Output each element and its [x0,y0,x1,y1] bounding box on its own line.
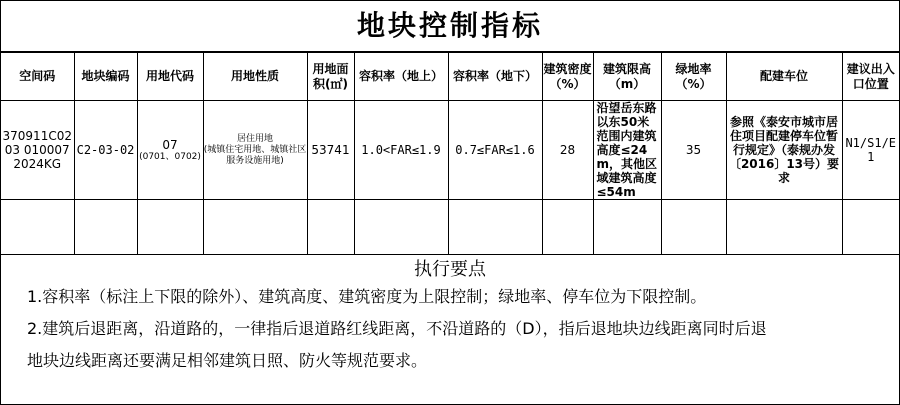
notes-section [1,217,899,404]
land-use-code-sub: (0701、0702) [139,151,201,162]
header-space-code: 空间码 [1,53,74,101]
header-entrance: 建议出入口位置 [842,53,899,101]
header-parcel-code: 地块编码 [74,53,137,101]
header-far-above: 容积率（地上） [354,53,448,101]
cell-green-ratio: 35 [661,101,726,200]
cell-height-limit: 沿望岳东路以东50米范围内建筑高度≤24m，其他区域建筑高度≤54m [593,101,661,200]
cell-density: 28 [542,101,593,200]
header-land-use-type: 用地性质 [203,53,307,101]
header-far-below: 容积率（地下） [448,53,542,101]
note-line-2: 2.建筑后退距离，沿道路的，一律指后退道路红线距离，不沿道路的（D），指后退地块边线距离同时后退 [27,319,767,338]
table-row [1,101,899,200]
cell-parking: 参照《泰安市城市居住项目配建停车位暂行规定》（泰规办发〔2016〕13号）要求 [726,101,842,200]
cell-far-below: 0.7≤FAR≤1.6 [448,101,542,200]
land-use-type-main: 居住用地 [236,133,273,144]
header-area: 用地面积(㎡) [307,53,354,101]
header-land-use-code: 用地代码 [137,53,203,101]
cell-land-use-type [203,101,307,200]
note-line-1: 1.容积率（标注上下限的除外）、建筑高度、建筑密度为上限控制；绿地率、停车位为下限控制。 [27,287,707,306]
land-use-code-main: 07 [162,137,178,152]
notes-title: 执行要点 [414,259,486,280]
cell-far-above: 1.0<FAR≤1.9 [354,101,448,200]
cell-land-use-code [137,101,203,200]
cell-entrance: N1/S1/E1 [842,101,899,200]
header-density: 建筑密度（%） [542,53,593,101]
page-title: 地块控制指标 [1,1,899,52]
land-use-type-sub: (城镇住宅用地、城镇社区服务设施用地) [203,144,307,166]
header-row [1,53,899,101]
note-line-3: 地块边线距离还要满足相邻建筑日照、防火等规范要求。 [27,351,428,370]
header-green-ratio: 绿地率（%） [661,53,726,101]
cell-area: 53741 [307,101,354,200]
header-height-limit: 建筑限高（m） [593,53,661,101]
header-parking: 配建车位 [726,53,842,101]
cell-parcel-code: C2-03-02 [74,101,137,200]
cell-space-code: 370911C0203 0100072024KG [1,101,74,200]
